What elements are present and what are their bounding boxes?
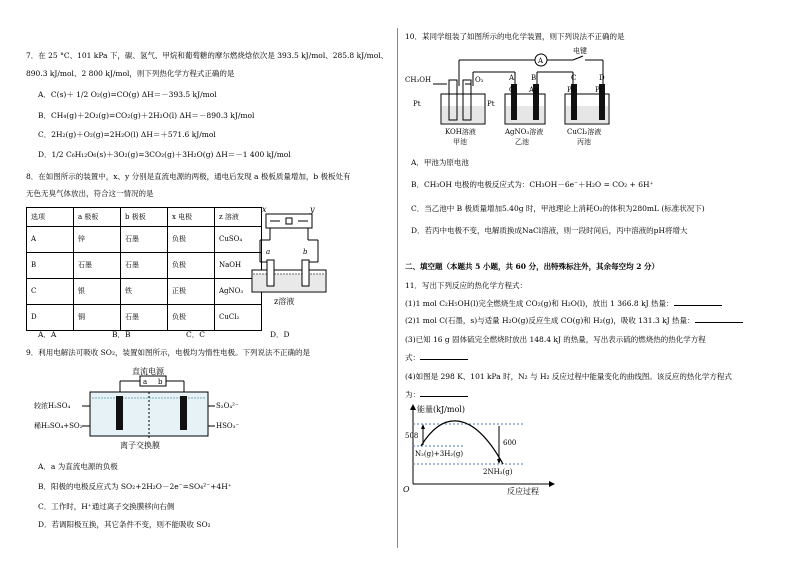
q11-sub3-line1: (3)已知 16 g 固体硫完全燃烧时放出 148.4 kJ 的热量，写出表示硫的燃烧热的热化学方程 (405, 335, 706, 344)
table-header-cell: a 极板 (74, 208, 121, 227)
table-cell: 负极 (168, 227, 215, 253)
q8-answer-b: B．B (112, 330, 131, 339)
q7-option-a: A．C(s)＋ 1/2 O₂(g)=CO(g) ΔH＝－393.5 kJ/mol (38, 90, 217, 99)
a-label: a (266, 248, 271, 256)
o2-label: O₂ (475, 76, 484, 84)
q10-option-a: A．甲池为原电池 (411, 158, 469, 167)
q8-stem-line2: 无色无臭气体放出，符合这一情况的是 (26, 189, 154, 198)
table-cell: B (27, 253, 74, 279)
table-row (27, 279, 262, 305)
q11-sub4-line2 (405, 390, 468, 399)
table-cell: 正极 (168, 279, 215, 305)
left-bottom-label: 稀H₂SO₄+SO₂ (34, 422, 83, 430)
right-top-label: S₂O₄²⁻ (216, 402, 239, 410)
pt3-label: Pt (567, 86, 575, 94)
q11-sub4-text: 为： (405, 390, 420, 399)
q11-sub4-line1: (4)如图是 298 K、101 kPa 时，N₂ 与 H₂ 反应过程中能量变化的曲线图。该反应的热化学方程式 (405, 372, 732, 381)
electrode-A-label: A (509, 74, 515, 82)
q10-stem: 10．某同学组装了如图所示的电化学装置，则下列说法不正确的是 (405, 32, 625, 41)
x-axis-label: 反应过程 (507, 487, 539, 496)
q11-sub1 (405, 299, 722, 308)
table-cell: C (27, 279, 74, 305)
z-solution-caption: z溶液 (274, 297, 295, 306)
table-cell: 铜 (74, 305, 121, 331)
b-label: b (303, 248, 308, 256)
table-cell: 石墨 (121, 305, 168, 331)
ch3oh-label: CH₃OH (405, 76, 432, 84)
q7-option-b: B．CH₄(g)＋2O₂(g)=CO₂(g)＋2H₂O(l) ΔH＝－890.3 kJ/mol (38, 111, 255, 120)
bath2-name: 乙池 (515, 138, 529, 146)
table-cell: 锌 (74, 227, 121, 253)
q8-answer-a: A．A (38, 330, 57, 339)
pt1-label: Pt (413, 100, 421, 108)
table-header-cell: z 溶液 (215, 208, 262, 227)
section2-title: 二、填空题（本题共 5 小题，共 60 分，出特殊标注外，其余每空均 2 分） (405, 262, 660, 271)
table-cell: 负极 (168, 253, 215, 279)
electrode-C-label: C (571, 74, 577, 82)
q11-sub2 (405, 316, 743, 325)
switch (573, 56, 583, 60)
switch-label: 电键 (573, 47, 587, 55)
q10-option-b: B．CH₃OH 电极的电极反应式为：CH₃OH－6e⁻＋H₂O = CO₂ + 6H⁺ (411, 180, 654, 189)
answer-blank[interactable] (695, 316, 743, 323)
table-cell: AgNO₃ (215, 279, 262, 305)
q11-stem: 11．写出下列反应的热化学方程式： (405, 281, 528, 290)
answer-blank[interactable] (420, 353, 468, 360)
table-cell: 石墨 (121, 227, 168, 253)
pt2-label: Pt (487, 100, 495, 108)
y-label: y (310, 205, 315, 214)
electrode-D-label: D (599, 74, 605, 82)
right-bottom-label: HSO₃⁻ (216, 422, 240, 430)
ammeter-label: A (538, 57, 544, 65)
right-electrode (180, 396, 187, 430)
table-header-cell: x 电极 (168, 208, 215, 227)
membrane-label: 离子交换膜 (120, 441, 160, 450)
a-terminal: a (143, 378, 148, 386)
bath2-label: AgNO₃溶液 (505, 128, 544, 136)
pt4-label: Pt (595, 86, 603, 94)
bath3-label: CuCl₂溶液 (567, 128, 602, 136)
q7-stem-line1: 7．在 25 °C、101 kPa 下，碳、氢气、甲烷和葡萄糖的摩尔燃烧焓依次是 393.5 kJ/mol、285.8 kJ/mol、 (26, 51, 389, 60)
electrode-B-label: B (531, 74, 537, 82)
q9-option-b: B．阳极的电极反应式为 SO₂+2H₂O－2e⁻=SO₄²⁻+4H⁺ (38, 482, 232, 491)
q9-option-a: A．a 为直流电源的负极 (38, 462, 118, 471)
table-cell: 石墨 (74, 253, 121, 279)
q7-stem-line2: 890.3 kJ/mol、2 800 kJ/mol，则下列热化学方程式正确的是 (26, 69, 235, 78)
q11-sub1-text: (1)1 mol C₂H₅OH(l)完全燃烧生成 CO₂(g)和 H₂O(l)，放出 1 366.8 kJ 热量： (405, 299, 674, 308)
table-cell: A (27, 227, 74, 253)
c-electrode-label: C (509, 86, 515, 94)
bath1-label: KOH溶液 (445, 128, 476, 136)
q11-sub3-line2 (405, 353, 468, 362)
q9-option-c: C．工作时，H⁺通过离子交换膜移向右侧 (38, 502, 175, 511)
q10-option-c: C．当乙池中 B 极质量增加5.40g 时，甲池理论上消耗O₂的体积为280mL (标准状况下) (411, 204, 705, 213)
table-row (27, 227, 262, 253)
table-cell: CuCl₂ (215, 305, 262, 331)
table-cell: NaOH (215, 253, 262, 279)
x-label: x (262, 205, 267, 214)
electrode-a (267, 260, 274, 286)
table-header-row (27, 208, 262, 227)
products-label: 2NH₃(g) (483, 468, 513, 476)
bath1-name: 甲池 (453, 138, 467, 146)
table-header-cell: b 极板 (121, 208, 168, 227)
q8-answer-c: C．C (186, 330, 205, 339)
b-terminal: b (158, 378, 163, 386)
answer-blank[interactable] (674, 299, 722, 306)
y-axis-label: 能量(kJ/mol) (417, 405, 465, 414)
table-cell: 石墨 (121, 253, 168, 279)
table-row (27, 305, 262, 331)
table-cell: D (27, 305, 74, 331)
origin-label: O (403, 485, 410, 494)
reactants-label: N₂(g)+3H₂(g) (415, 450, 464, 458)
left-top-label: 较浓H₂SO₄ (34, 402, 71, 410)
table-cell: 负极 (168, 305, 215, 331)
value-508: 508 (405, 432, 419, 440)
table-cell: CuSO₄ (215, 227, 262, 253)
bath3-name: 丙池 (577, 138, 591, 146)
q7-option-c: C．2H₂(g)＋O₂(g)=2H₂O(l) ΔH＝＋571.6 kJ/mol (38, 130, 216, 139)
q8-options-table (26, 207, 262, 331)
value-600: 600 (503, 439, 517, 447)
q10-option-d: D．若丙中电极不变，电解质换成NaCl溶液，则一段时间后，丙中溶液的pH将增大 (411, 226, 688, 235)
table-cell: 铁 (121, 279, 168, 305)
table-header-cell: 选项 (27, 208, 74, 227)
q8-electrolysis-figure (240, 200, 330, 312)
q11-sub2-text: (2)1 mol C(石墨，s)与适量 H₂O(g)反应生成 CO(g)和 H₂(g)，吸收 131.3 kJ 热量： (405, 316, 695, 325)
q9-option-d: D．若调阳极互换，其它条件不变，则不能吸收 SO₂ (38, 520, 211, 529)
left-electrode (116, 396, 123, 430)
q7-option-d: D．1/2 C₆H₁₂O₆(s)＋3O₂(g)=3CO₂(g)＋3H₂O(g) ΔH＝－1 400 kJ/mol (38, 150, 291, 159)
q9-stem: 9．利用电解法可吸收 SO₂，装置如图所示，电极均为惰性电极。下列说法不正确的是 (26, 348, 310, 357)
ag-electrode-label: Ag (529, 86, 539, 94)
electrode-b (302, 260, 309, 286)
table-row (27, 253, 262, 279)
answer-blank[interactable] (420, 390, 468, 397)
q8-answer-d: D．D (270, 330, 290, 339)
table-cell: 银 (74, 279, 121, 305)
energy-diagram (403, 400, 563, 496)
power-label: 直流电源 (132, 367, 164, 376)
q9-so2-electrolysis-figure (34, 364, 248, 452)
q10-electrochem-figure (405, 46, 615, 152)
q8-stem-line1: 8．在如图所示的装置中，x、y 分别是直流电源的两极，通电后发现 a 极板质量增加，b 极板处有 (26, 172, 351, 181)
q11-sub3-text: 式： (405, 353, 420, 362)
right-column (397, 0, 794, 561)
